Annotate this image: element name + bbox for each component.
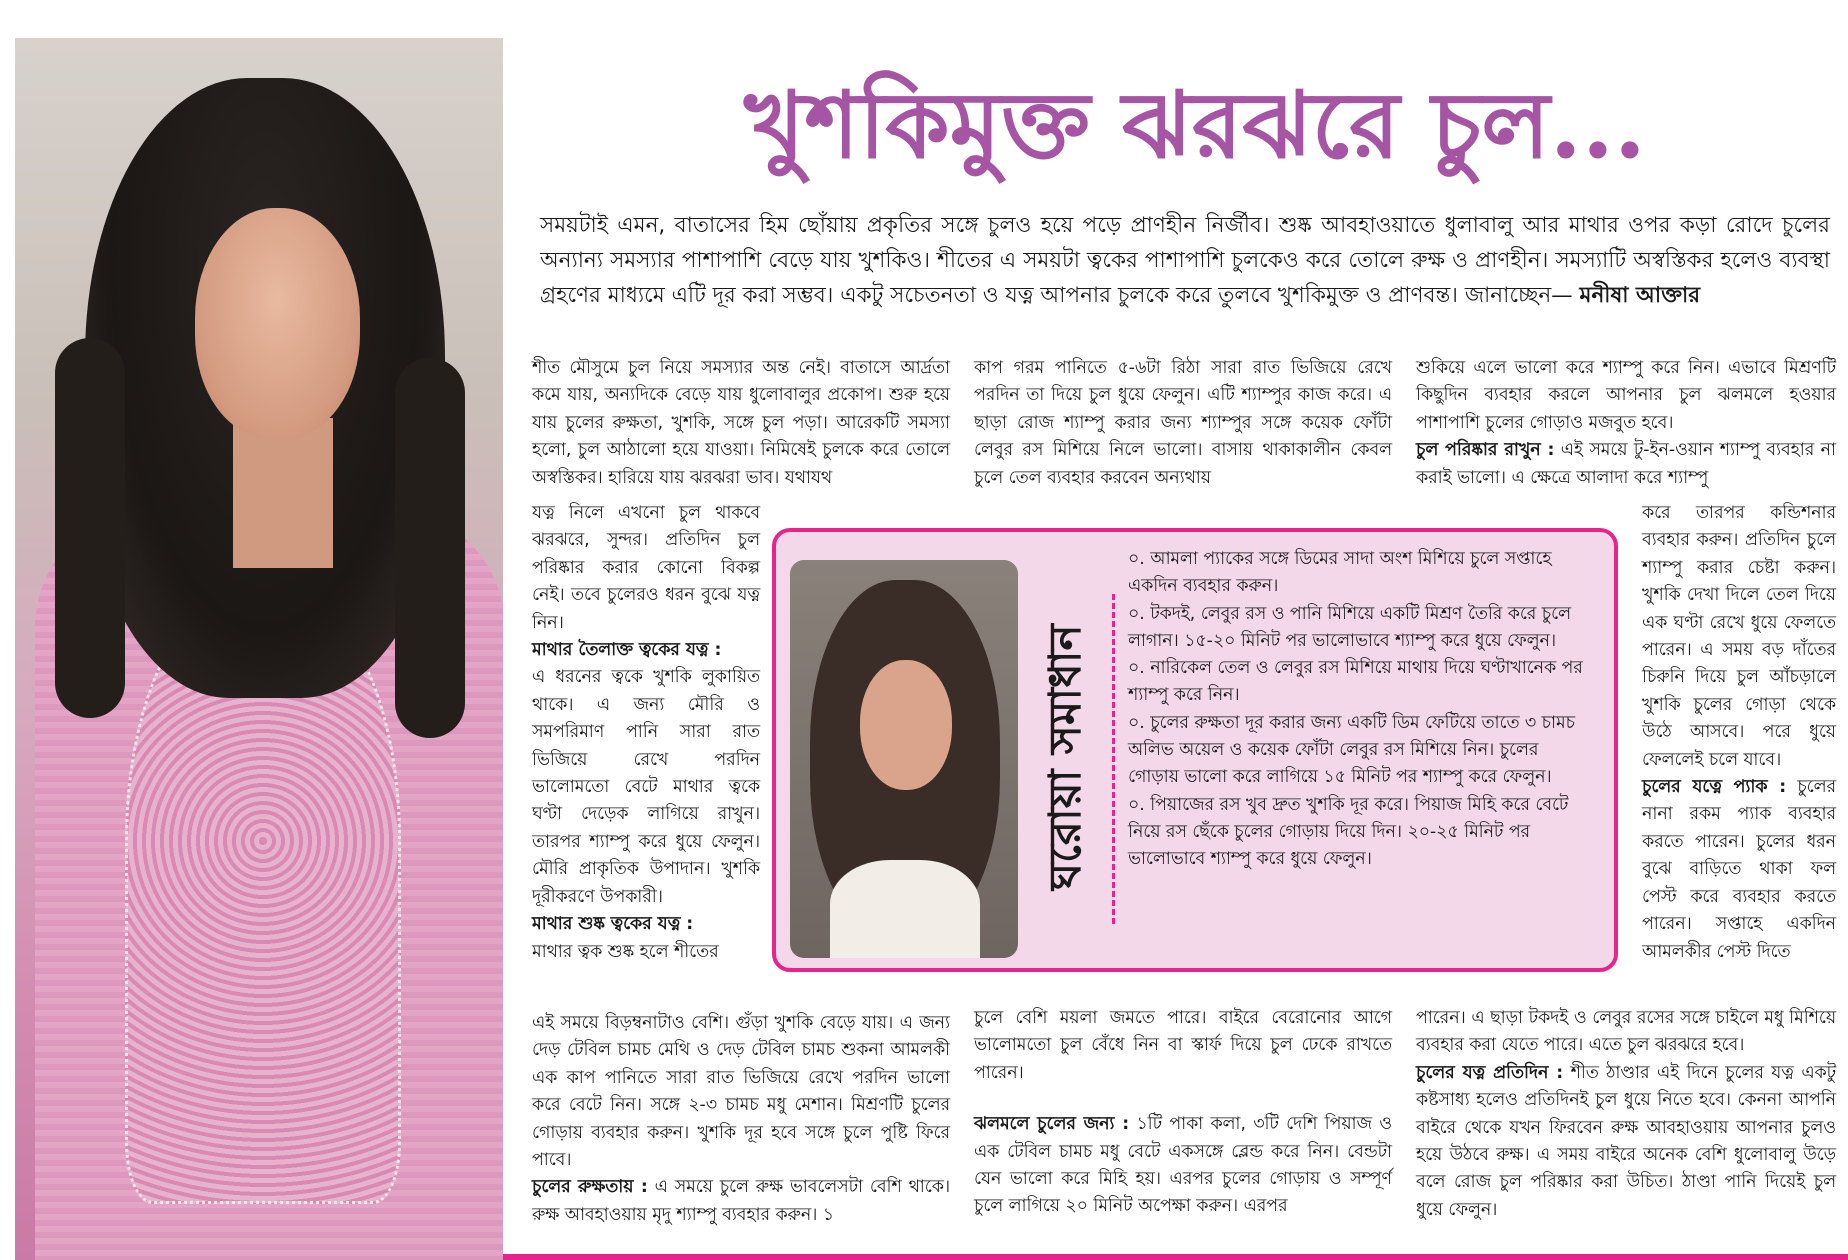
photo-face: [860, 660, 952, 790]
intro-paragraph: [540, 208, 1830, 313]
paragraph: চুলে বেশি ময়লা জমতে পারে। বাইরে বেরোনোর আগে ভালোমতো চুল বেঁধে নিন বা স্কার্ফ দিয়ে চুল ঢেকে রাখতে পারেন।: [974, 1008, 1392, 1083]
column-1-top: [532, 355, 950, 492]
paragraph: করে তারপর কন্ডিশনার ব্যবহার করুন। প্রতিদিন চুলে শ্যাম্পু করার চেষ্টা করুন। খুশকি দেখা দিলে তেল দিয়ে এক ঘণ্টা রেখে ধুয়ে ফেলতে পারেন। এ সময় বড় দাঁতের চিরুনি দিয়ে চুল আঁচড়ালে খুশকি চুলের গোড়া থেকে উঠে আসবে। পরে ধুয়ে ফেললেই চলে যাবে।: [1642, 503, 1836, 770]
subheading: চুলের যত্ন প্রতিদিন :: [1416, 1062, 1564, 1083]
subheading: চুল পরিষ্কার রাখুন :: [1416, 440, 1555, 461]
column-3-bottom: [1416, 1005, 1836, 1224]
subheading: চুলের রুক্ষতায় :: [532, 1177, 648, 1198]
paragraph-text: ১টি পাকা কলা, ৩টি দেশি পিয়াজ ও এক টেবিল চামচ মধু বেটে একসঙ্গে ব্লেন্ড করে নিন। বেন্ডটা যেন ভালো করে মিহি হয়। এরপর চুলের গোড়ায় ও সম্পূর্ণ চুলে লাগিয়ে ২০ মিনিট অপেক্ষা করুন। এরপর: [974, 1114, 1392, 1217]
subheading: মাথার শুষ্ক ত্বকের যত্ন :: [532, 914, 694, 935]
photo-face: [195, 208, 360, 438]
remedy-item: ০. পিয়াজের রস খুব দ্রুত খুশকি দূর করে। পিয়াজ মিহি করে বেটে নিয়ে রস ছেঁকে চুলের গোড়ায় দিয়ে দিন। ২০-২৫ মিনিট পর ভালোভাবে শ্যাম্পু করে ধুয়ে ফেলুন।: [1128, 794, 1569, 870]
remedy-item: ০. টকদই, লেবুর রস ও পানি মিশিয়ে একটি মিশ্রণ তৈরি করে চুলে লাগান। ১৫-২০ মিনিট পর ভালোভাবে শ্যাম্পু করে ধুয়ে ফেলুন।: [1128, 603, 1571, 651]
paragraph-text: এ সময়ে চুলে রুক্ষ ভাবলেসটা বেশি থাকে। রুক্ষ আবহাওয়ায় মৃদু শ্যাম্পু ব্যবহার করুন। ১: [532, 1177, 950, 1225]
paragraph: এ ধরনের ত্বকে খুশকি লুকায়িত থাকে। এ জন্য মৌরি ও সমপরিমাণ পানি সারা রাত ভিজিয়ে রেখে পরদিন ভালোমতো বেটে মাথার ত্বকে ঘণ্টা দেড়েক লাগিয়ে রাখুন। তারপর শ্যাম্পু করে ধুয়ে ফেলুন। মৌরি প্রাকৃতিক উপাদান। খুশকি দূরীকরণে উপকারী।: [532, 667, 760, 907]
box-divider: [1112, 594, 1115, 924]
column-3-top: [1416, 355, 1836, 492]
paragraph-text: শীত ঠাণ্ডার এই দিনে চুলের যত্ন একটু কষ্টসাধ্য হলেও প্রতিদিনই চুল ধুয়ে নিতে হবে। কেননা আপনি বাইরে থেকে যখন ফিরবেন রুক্ষ আবহাওয়ায় আপনার চুলও হয়ে উঠবে রুক্ষ। এ সময় বাইরে অনেক বেশি ধুলোবালু উড়ে বলে রোজ চুল পরিষ্কার করা উচিত। ঠাণ্ডা পানি দিয়েই চুল ধুয়ে ফেলুন।: [1416, 1062, 1836, 1220]
photo-neck: [233, 418, 333, 568]
paragraph: কাপ গরম পানিতে ৫-৬টা রিঠা সারা রাত ভিজিয়ে রেখে পরদিন তা দিয়ে চুল ধুয়ে ফেলুন। এটি শ্যাম্পুর কাজ করে। এ ছাড়া রোজ শ্যাম্পু করার জন্য শ্যাম্পুর সঙ্গে কয়েক ফোঁটা লেবুর রস মিশিয়ে নিলে ভালো। বাসায় থাকাকালীন কেবল চুলে তেল ব্যবহার করবেন অন্যথায়: [974, 358, 1392, 488]
box-title: ঘরোয়া সমাধান: [1040, 624, 1091, 890]
remedy-list: [1128, 546, 1583, 874]
photo-collar: [830, 860, 980, 958]
remedy-item: ০. চুলের রুক্ষতা দূর করার জন্য একটি ডিম ফেটিয়ে তাতে ৩ চামচ অলিভ অয়েল ও কয়েক ফোঁটা লেবুর রস মিশিয়ে নিন। চুলের গোড়ায় ভালো করে লাগিয়ে ১৫ মিনিট পর শ্যাম্পু করে ফেলুন।: [1128, 712, 1575, 788]
column-2-top: [974, 355, 1392, 492]
headline: খুশকিমুক্ত ঝরঝরে চুল...: [744, 71, 1646, 179]
paragraph-text: চুলের নানা রকম প্যাক ব্যবহার করতে পারেন। চুলের ধরন বুঝে বাড়িতে থাকা ফল পেস্ট করে ব্যবহার করতে পারেন। সপ্তাহে একদিন আমলকীর পেস্ট দিতে: [1642, 777, 1836, 962]
photo-hair-curl: [55, 338, 125, 718]
paragraph: [1416, 437, 1836, 492]
byline: মনীষা আক্তার: [1579, 283, 1701, 308]
subheading: মাথার তৈলাক্ত ত্বকের যত্ন :: [532, 640, 722, 661]
paragraph: যত্ন নিলে এখনো চুল থাকবে ঝরঝরে, সুন্দর। প্রতিদিন চুল পরিষ্কার করার কোনো বিকল্প নেই। তবে চুলেরও ধরন বুঝে যত্ন নিন।: [532, 503, 760, 633]
paragraph: পারেন। এ ছাড়া টকদই ও লেবুর রসের সঙ্গে চাইলে মধু মিশিয়ে ব্যবহার করা যেতে পারে। এতে চুল ঝরঝরে হবে।: [1416, 1008, 1836, 1056]
subheading: ঝলমলে চুলের জন্য :: [974, 1114, 1130, 1135]
paragraph: মাথার ত্বক শুষ্ক হলে শীতের: [532, 941, 719, 962]
paragraph: এই সময়ে বিড়ম্বনাটাও বেশি। গুঁড়া খুশকি বেড়ে যায়। এ জন্য দেড় টেবিল চামচ মেথি ও দেড় টেবিল চামচ শুকনা আমলকী এক কাপ পানিতে সারা রাত ভিজিয়ে রেখে পরদিন ভালো করে বেটে নিন। সঙ্গে ২-৩ চামচ মধু মেশান। মিশ্রণটি চুলের গোড়ায় ব্যবহার করুন। খুশকি দূর হবে সঙ্গে চুলে পুষ্টি ফিরে পাবে।: [532, 1013, 950, 1171]
paragraph: [532, 1174, 950, 1229]
bottom-rule: [503, 1254, 1848, 1260]
column-2-bottom: [974, 1005, 1392, 1221]
home-remedies-box: [772, 528, 1618, 972]
model-photo: [15, 38, 503, 1260]
column-1-bottom: [532, 1010, 950, 1229]
box-photo: [790, 560, 1018, 958]
paragraph-text: এই সময়ে টু-ইন-ওয়ান শ্যাম্পু ব্যবহার না করাই ভালো। এ ক্ষেত্রে আলাদা করে শ্যাম্পু: [1416, 440, 1836, 488]
paragraph: [974, 1111, 1392, 1221]
subheading: চুলের যত্নে প্যাক :: [1642, 777, 1787, 798]
paragraph: শুকিয়ে এলে ভালো করে শ্যাম্পু করে নিন। এভাবে মিশ্রণটি কিছুদিন ব্যবহার করলে আপনার চুল ঝলমলে হওয়ার পাশাপাশি চুলের গোড়াও মজবুত হবে।: [1416, 358, 1836, 433]
intro-text: সময়টাই এমন, বাতাসের হিম ছোঁয়ায় প্রকৃতির সঙ্গে চুলও হয়ে পড়ে প্রাণহীন নির্জীব। শুষ্ক আবহাওয়াতে ধুলাবালু আর মাথার ওপর কড়া রোদে চুলের অন্যান্য সমস্যার পাশাপাশি বেড়ে যায় খুশকিও। শীতের এ সময়টা ত্বকের পাশাপাশি চুলকেও করে তোলে রুক্ষ ও প্রাণহীন। সমস্যাটি অস্বস্তিকর হলেও ব্যবস্থা গ্রহণের মাধ্যমে এটি দূর করা সম্ভব। একটু সচেতনতা ও যত্ন আপনার চুলকে করে তুলবে খুশকিমুক্ত ও প্রাণবন্ত। জানাচ্ছেন—: [540, 213, 1830, 308]
paragraph: [1416, 1060, 1836, 1224]
column-1-narrow: [532, 500, 760, 966]
paragraph: শীত মৌসুমে চুল নিয়ে সমস্যার অন্ত নেই। বাতাসে আর্দ্রতা কমে যায়, অন্যদিকে বেড়ে যায় ধুলোবালুর প্রকোপ। শুরু হয়ে যায় চুলের রুক্ষতা, খুশকি, সঙ্গে চুল পড়া। আরেকটি সমস্যা হলো, চুল আঠালো হয়ে যাওয়া। নিমিষেই চুলকে করে তোলে অস্বস্তিকর। হারিয়ে যায় ঝরঝরা ভাব। যথাযথ: [532, 358, 950, 488]
remedy-item: ০. নারিকেল তেল ও লেবুর রস মিশিয়ে মাথায় দিয়ে ঘণ্টাখানেক পর শ্যাম্পু করে নিন।: [1128, 658, 1583, 706]
paragraph: [1642, 774, 1836, 966]
column-3-narrow: [1642, 500, 1836, 966]
remedy-item: ০. আমলা প্যাকের সঙ্গে ডিমের সাদা অংশ মিশিয়ে চুলে সপ্তাহে একদিন ব্যবহার করুন।: [1128, 549, 1552, 597]
photo-hair-curl: [395, 358, 465, 738]
